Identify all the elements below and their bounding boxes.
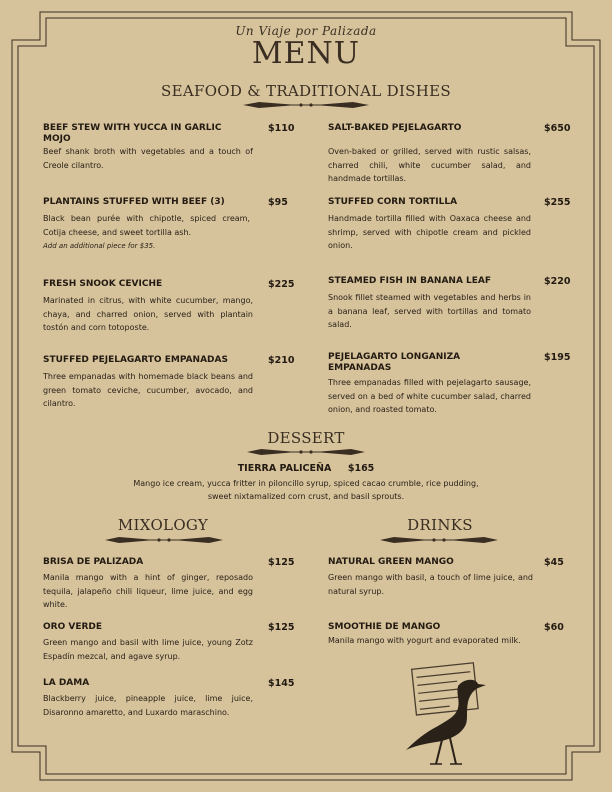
item-price: $95 — [268, 197, 288, 208]
item-name: PLANTAINS STUFFED WITH BEEF (3) — [43, 197, 225, 207]
item-description: Three empanadas with homemade black beans and green tomato ceviche, cucumber, avocado, and cilantro. — [43, 372, 253, 408]
item-price: $255 — [544, 197, 571, 208]
ornamental-divider-icon — [378, 536, 500, 544]
item-name: PEJELAGARTO LONGANIZA EMPANADAS — [328, 352, 461, 373]
menu-item — [43, 678, 295, 723]
item-name: BEEF STEW WITH YUCCA IN GARLIC MOJO — [43, 123, 222, 144]
menu-item — [43, 355, 295, 415]
menu-item — [43, 197, 295, 257]
item-description: Black bean purée with chipotle, spiced cream, Cotija cheese, and sweet tortilla ash. — [43, 214, 250, 237]
item-price: $145 — [268, 678, 295, 689]
section-title-drinks: DRINKS — [407, 516, 473, 534]
menu-item — [43, 123, 295, 173]
item-name: STUFFED CORN TORTILLA — [328, 197, 458, 207]
item-description: sweet nixtamalized corn crust, and basil sprouts. — [207, 492, 405, 501]
menu-item — [328, 123, 572, 188]
item-name: LA DAMA — [43, 678, 90, 688]
item-description: Marinated in citrus, with white cucumber, mango, chaya, and charred onion, served with plantain tostón and corn totoposte. — [43, 296, 253, 332]
item-name: FRESH SNOOK CEVICHE — [43, 279, 163, 289]
section-title-seafood: SEAFOOD & TRADITIONAL DISHES — [161, 82, 451, 100]
ornamental-divider-icon — [103, 536, 225, 544]
item-price: $220 — [544, 276, 571, 287]
item-name: TIERRA PALICEÑA — [237, 463, 332, 474]
dessert-item — [0, 463, 612, 474]
item-description: Green mango and basil with lime juice, young Zotz Espadín mezcal, and agave syrup. — [43, 638, 253, 661]
script-subtitle: Un Viaje por Palizada — [235, 24, 377, 38]
item-name: SALT-BAKED PEJELAGARTO — [328, 123, 462, 133]
item-name: SMOOTHIE DE MANGO — [328, 622, 441, 632]
item-description: Snook fillet steamed with vegetables and herbs in a banana leaf, served with tortillas and tomato salad. — [328, 293, 531, 329]
item-name: ORO VERDE — [43, 622, 103, 632]
menu-item — [43, 622, 295, 667]
item-description: Manila mango with yogurt and evaporated milk. — [328, 636, 521, 645]
menu-item — [328, 197, 572, 257]
item-price: $60 — [544, 622, 564, 633]
item-description: Green mango with basil, a touch of lime juice, and natural syrup. — [328, 573, 533, 596]
menu-item — [328, 276, 572, 336]
item-name: STEAMED FISH IN BANANA LEAF — [328, 276, 492, 286]
menu-item — [328, 622, 572, 657]
ornamental-divider-icon — [241, 101, 371, 109]
item-price: $125 — [268, 622, 295, 633]
menu-item — [328, 352, 572, 422]
section-title-dessert: DESSERT — [267, 429, 345, 447]
item-price: $125 — [268, 557, 295, 568]
menu-item — [43, 279, 295, 339]
item-description: Beef shank broth with vegetables and a touch of Creole cilantro. — [43, 147, 253, 170]
item-price: $225 — [268, 279, 295, 290]
item-description: Mango ice cream, yucca fritter in piloncillo syrup, spiced cacao crumble, rice pudding, — [133, 479, 479, 488]
page-title: MENU — [251, 36, 361, 71]
item-note: Add an additional piece for $35. — [43, 242, 156, 250]
item-price: $195 — [544, 352, 571, 363]
item-description: Manila mango with a hint of ginger, reposado tequila, jalapeño chili liqueur, lime juice, and egg white. — [43, 573, 253, 609]
ornamental-divider-icon — [245, 448, 367, 456]
item-price: $650 — [544, 123, 571, 134]
item-name: STUFFED PEJELAGARTO EMPANADAS — [43, 355, 228, 365]
item-price: $210 — [268, 355, 295, 366]
section-title-mixology: MIXOLOGY — [117, 516, 209, 534]
item-description: Oven-baked or grilled, served with rustic salsas, charred chili, white cucumber salad, and handmade tortillas. — [328, 147, 531, 183]
item-name: NATURAL GREEN MANGO — [328, 557, 454, 567]
item-price: $165 — [347, 463, 375, 474]
item-description: Handmade tortilla filled with Oaxaca cheese and shrimp, served with chipotle cream and pickled onion. — [328, 214, 531, 250]
item-description: Three empanadas filled with pejelagarto sausage, served on a bed of white cucumber salad, charred onion, and roasted tomato. — [328, 378, 531, 414]
item-price: $110 — [268, 123, 295, 134]
heron-with-menu-icon — [396, 660, 516, 770]
item-price: $45 — [544, 557, 564, 568]
menu-item — [328, 557, 572, 602]
item-description: Blackberry juice, pineapple juice, lime juice, Disaronno amaretto, and Luxardo maraschino. — [43, 694, 253, 717]
menu-item — [43, 557, 295, 612]
item-name: BRISA DE PALIZADA — [43, 557, 144, 567]
